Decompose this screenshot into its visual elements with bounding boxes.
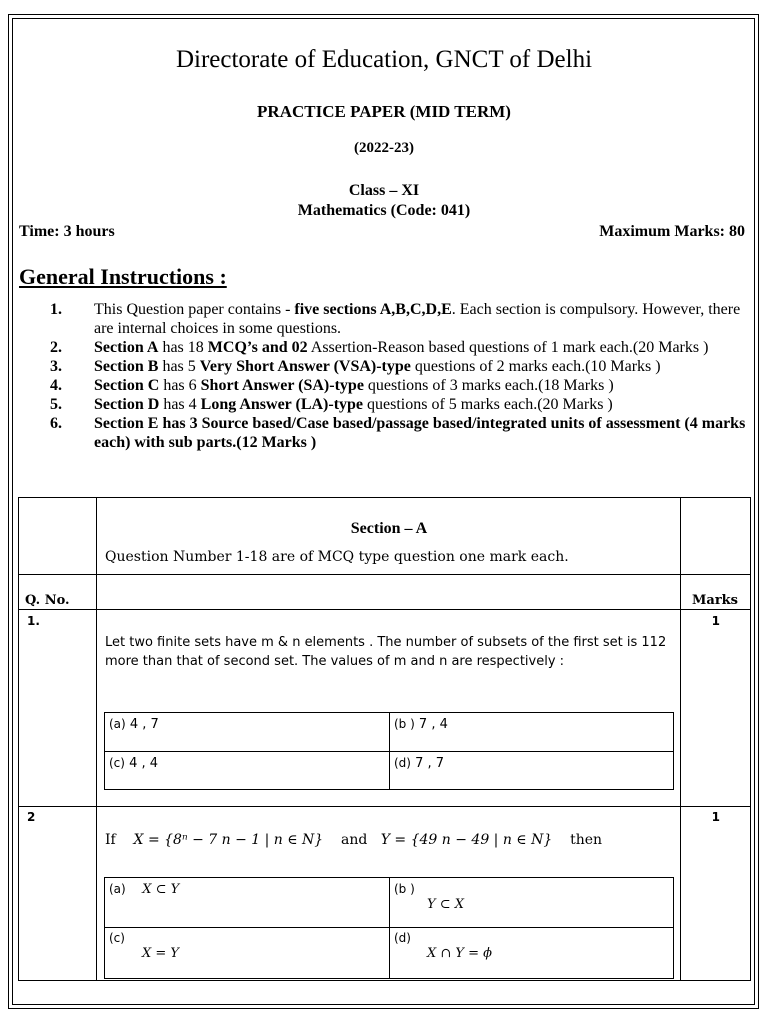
- question-number: 1.: [27, 614, 40, 628]
- time-allowed: Time: 3 hours: [19, 223, 115, 240]
- column-divider: [680, 498, 681, 980]
- set-y-definition: Y = {49 n − 49 | n ∈ N}: [380, 832, 553, 848]
- instruction-item: 4. Section C has 6 Short Answer (SA)-type questions of 3 marks each.(18 Marks ): [50, 377, 614, 394]
- instruction-item: 2. Section A has 18 MCQ’s and 02 Assertion-Reason based questions of 1 mark each.(20 Marks ): [50, 339, 709, 356]
- option-a: (a) X ⊂ Y: [109, 882, 180, 897]
- question-text: If X = {8ⁿ − 7 n − 1 | n ∈ N} and Y = {49 n − 49 | n ∈ N} then: [105, 832, 603, 848]
- instruction-item: 3. Section B has 5 Very Short Answer (VSA)-type questions of 2 marks each.(10 Marks ): [50, 358, 661, 375]
- section-subheading: Question Number 1-18 are of MCQ type question one mark each.: [105, 549, 569, 565]
- option-d: (d) X ∩ Y = ϕ: [394, 931, 493, 961]
- row-divider: [19, 574, 750, 575]
- instructions-list: [0, 300, 768, 452]
- instruction-item: 5. Section D has 4 Long Answer (LA)-type questions of 5 marks each.(20 Marks ): [50, 396, 613, 413]
- option-a: (a) 4 , 7: [109, 717, 159, 732]
- maximum-marks: Maximum Marks: 80: [599, 223, 745, 240]
- question-marks: 1: [711, 614, 720, 628]
- options-grid: [104, 877, 674, 979]
- question-marks: 1: [711, 810, 720, 824]
- document-title: Directorate of Education, GNCT of Delhi: [175, 46, 593, 73]
- option-d: (d) 7 , 7: [394, 756, 445, 771]
- row-divider: [19, 806, 750, 807]
- academic-year: (2022-23): [354, 140, 414, 156]
- column-divider: [96, 498, 97, 980]
- option-c: (c) 4 , 4: [109, 756, 159, 771]
- set-x-definition: X = {8ⁿ − 7 n − 1 | n ∈ N}: [133, 832, 324, 848]
- option-b: (b ) 7 , 4: [394, 717, 448, 732]
- question-text: Let two finite sets have m & n elements . The number of subsets of the first set is 112 more than that of second set. The values of m and n are respectively :: [105, 635, 667, 669]
- section-heading: Section – A: [350, 520, 428, 537]
- questions-table: [18, 497, 751, 981]
- option-b: (b ) Y ⊂ X: [394, 882, 464, 912]
- options-grid: [104, 712, 674, 790]
- subject-label: Mathematics (Code: 041): [297, 202, 471, 219]
- class-label: Class – XI: [348, 182, 420, 199]
- paper-title: PRACTICE PAPER (MID TERM): [257, 102, 511, 121]
- option-c: (c) X = Y: [109, 931, 179, 961]
- column-header-qno: Q. No.: [25, 593, 70, 608]
- column-header-marks: Marks: [692, 593, 738, 608]
- general-instructions-heading: General Instructions :: [19, 264, 227, 289]
- row-divider: [19, 609, 750, 610]
- instruction-item: 6. Section E has 3 Source based/Case based/passage based/integrated units of assessment (4 marks each) with sub parts.(12 Marks ): [50, 415, 746, 451]
- instruction-item: 1. This Question paper contains - five sections A,B,C,D,E. Each section is compulsory. However, there are internal choices in some questions.: [50, 301, 741, 337]
- question-number: 2: [27, 810, 36, 824]
